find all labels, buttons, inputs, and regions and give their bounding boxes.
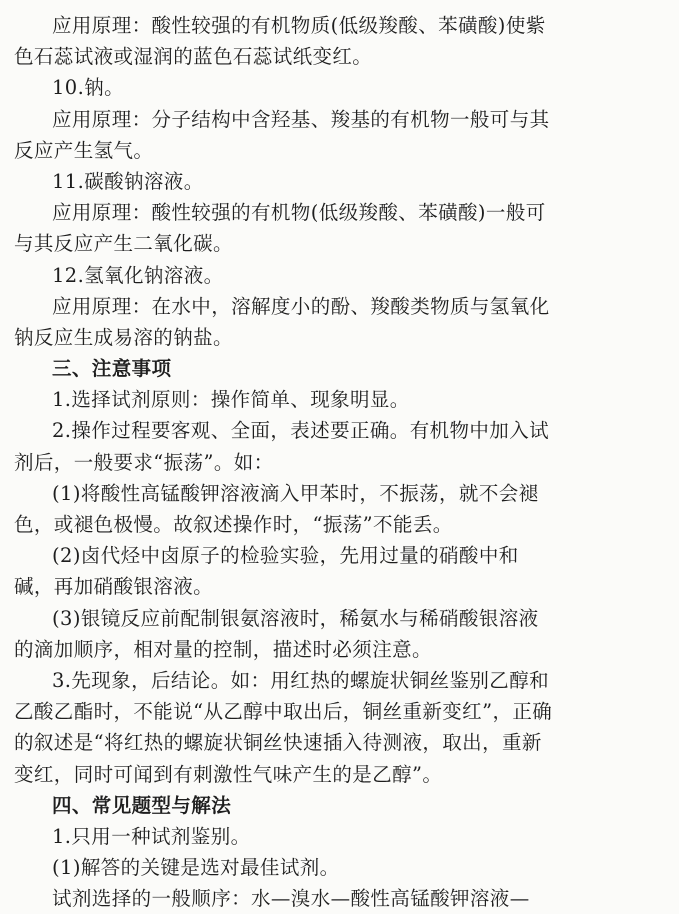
text-line: 12.氢氧化钠溶液。 — [52, 263, 224, 287]
text-line: 变红，同时可闻到有刺激性气味产生的是乙醇”。 — [14, 762, 443, 786]
text-line: 11.碳酸钠溶液。 — [52, 169, 204, 193]
text-line: 钠反应生成易溶的钠盐。 — [14, 325, 233, 349]
text-line: 的滴加顺序，相对量的控制，描述时必须注意。 — [14, 637, 432, 661]
text-line: 3.先现象，后结论。如：用红热的螺旋状铜丝鉴别乙醇和 — [52, 668, 550, 692]
text-line: 色，或褪色极慢。故叙述操作时，“振荡”不能丢。 — [14, 513, 453, 536]
section-heading: 四、常见题型与解法 — [52, 793, 232, 817]
text-line: 的叙述是“将红热的螺旋状铜丝快速插入待测液，取出，重新 — [14, 731, 542, 755]
text-line: 10.钠。 — [52, 76, 125, 100]
text-line: 乙酸乙酯时，不能说“从乙醇中取出后，铜丝重新变红”，正确 — [14, 700, 553, 724]
text-line: (1)解答的关键是选对最佳试剂。 — [52, 856, 340, 880]
text-line: 剂后，一般要求“振荡”。如： — [14, 450, 274, 474]
text-line: 试剂选择的一般顺序：水—溴水—酸性高锰酸钾溶液— — [52, 887, 530, 911]
text-line: 反应产生氢气。 — [14, 138, 154, 162]
text-line: (1)将酸性高锰酸钾溶液滴入甲苯时，不振荡，就不会褪 — [52, 481, 539, 505]
text-line: 1.只用一种试剂鉴别。 — [52, 824, 251, 848]
text-line: 色石蕊试液或湿润的蓝色石蕊试纸变红。 — [14, 45, 373, 69]
text-line: 应用原理：酸性较强的有机物(低级羧酸、苯磺酸)一般可 — [52, 201, 546, 225]
text-line: 与其反应产生二氧化碳。 — [14, 232, 233, 256]
section-heading: 三、注意事项 — [52, 357, 172, 381]
text-line: 碱，再加硝酸银溶液。 — [14, 575, 214, 599]
text-line: (3)银镜反应前配制银氨溶液时，稀氨水与稀硝酸银溶液 — [52, 606, 539, 630]
text-line: 1.选择试剂原则：操作简单、现象明显。 — [52, 388, 410, 412]
text-line: 应用原理：在水中，溶解度小的酚、羧酸类物质与氢氧化 — [52, 294, 550, 318]
text-line: (2)卤代烃中卤原子的检验实验，先用过量的硝酸中和 — [52, 544, 519, 568]
text-line: 应用原理：酸性较强的有机物质(低级羧酸、苯磺酸)使紫 — [52, 14, 546, 37]
text-line: 2.操作过程要客观、全面，表述要正确。有机物中加入试 — [52, 419, 550, 443]
text-line: 应用原理：分子结构中含羟基、羧基的有机物一般可与其 — [52, 107, 550, 131]
